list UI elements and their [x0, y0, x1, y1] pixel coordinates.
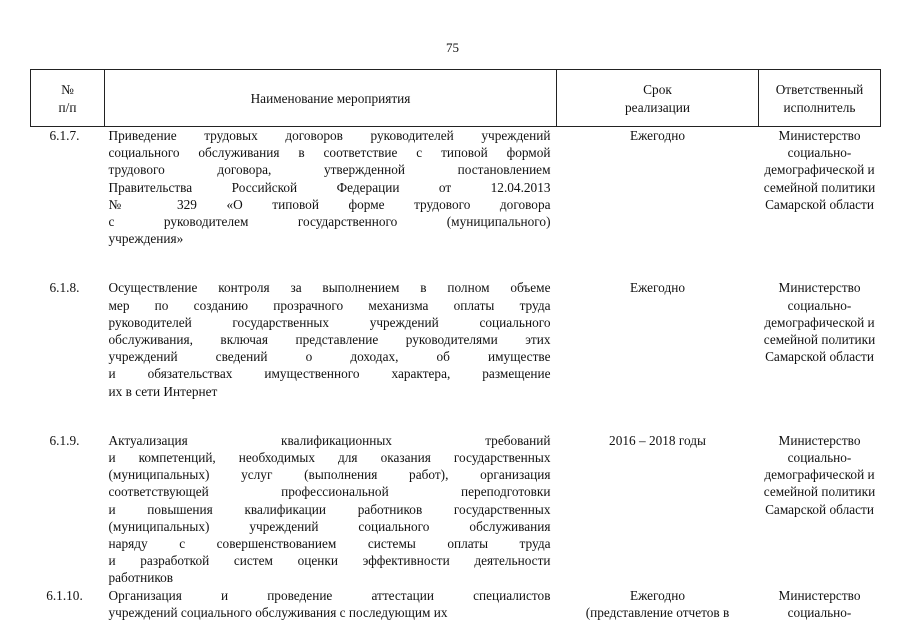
page-number: 75 [446, 40, 459, 55]
measure-name-line: соответствующей профессиональной переподготовки [108, 484, 551, 500]
table-header [31, 70, 881, 127]
measure-name-line: мер по созданию прозрачного механизма оплаты труда [108, 297, 551, 313]
measure-name-line: учреждений социального обслуживания с последующим их [108, 604, 448, 620]
measures-table [30, 69, 881, 621]
header-responsible [759, 70, 881, 127]
row-number: 6.1.8. [49, 280, 80, 296]
responsible-executor [759, 127, 881, 280]
measure-name-line: обслуживания, включая представление руководителями этих [108, 332, 551, 348]
measure-name [105, 279, 557, 431]
responsible-executor [759, 587, 881, 621]
responsible-executor [759, 279, 881, 431]
measure-name-line: трудового договора, утвержденной постановлением [108, 162, 551, 178]
header-name [105, 70, 557, 127]
implementation-term [557, 127, 759, 280]
measure-name-line: социального обслуживания в соответствие с типовой формой [108, 145, 551, 161]
measure-name-line: и повышения квалификации работников государственных [108, 501, 551, 517]
measure-name-line: работников [108, 570, 174, 586]
responsible-line: демографической и [764, 314, 875, 330]
header-term [557, 70, 759, 127]
responsible-line: Министерство [778, 280, 861, 296]
measure-name-line: Организация и проведение аттестации специалистов [108, 587, 551, 603]
measure-name-line: (муниципальных) учреждений социального обслуживания [108, 518, 551, 534]
header-number [31, 70, 105, 127]
responsible-line: социально- [787, 297, 852, 313]
row-number: 6.1.9. [49, 432, 80, 448]
implementation-term [557, 279, 759, 431]
implementation-term [557, 432, 759, 587]
measure-name-line: учреждений сведений о доходах, об имуществе [108, 349, 551, 365]
term-line: (представление отчетов в [585, 604, 730, 620]
measure-name-line: и обязательствах имущественного характера, размещение [108, 366, 551, 382]
measure-name-line: наряду с совершенствованием системы оплаты труда [108, 536, 551, 552]
responsible-line: Министерство [778, 432, 861, 448]
header-name-text: Наименование мероприятия [250, 90, 411, 106]
measure-name-line: Правительства Российской Федерации от 12.04.2013 [108, 179, 551, 195]
measure-name-line: с руководителем государственного (муниципального) [108, 214, 551, 230]
measure-name-line: и компетенций, необходимых для оказания государственных [108, 450, 551, 466]
responsible-line: демографической и [764, 467, 875, 483]
responsible-line: демографической и [764, 162, 875, 178]
header-number-text: № п/п [58, 82, 77, 115]
table-row [31, 432, 881, 587]
responsible-line: Самарской области [765, 196, 874, 212]
term-line: Ежегодно [630, 280, 685, 296]
responsible-line: социально- [787, 450, 852, 466]
measure-name-line: учреждения» [108, 231, 184, 247]
responsible-line: социально- [787, 604, 852, 620]
row-number: 6.1.10. [46, 587, 83, 603]
header-term-text: Срок реализации [625, 82, 690, 115]
implementation-term [557, 587, 759, 621]
measure-name-line: Осуществление контроля за выполнением в полном объеме [108, 280, 551, 296]
responsible-line: Самарской области [765, 501, 874, 517]
responsible-line: Министерство [778, 587, 861, 603]
table-body [31, 127, 881, 622]
measure-name [105, 127, 557, 280]
responsible-line: социально- [787, 145, 852, 161]
responsible-line: семейной политики [763, 179, 876, 195]
term-line: 2016 – 2018 годы [609, 432, 706, 448]
measure-name-line: Актуализация квалификационных требований [108, 432, 551, 448]
measure-name-line: № 329 «О типовой форме трудового договора [108, 196, 551, 212]
measure-name-line: руководителей государственных учреждений социального [108, 314, 551, 330]
responsible-line: Самарской области [765, 349, 874, 365]
table-row [31, 127, 881, 280]
responsible-executor [759, 432, 881, 587]
measure-name [105, 432, 557, 587]
header-responsible-text: Ответственный исполнитель [775, 82, 864, 115]
term-line: Ежегодно [630, 128, 685, 143]
measure-name-line: их в сети Интернет [108, 383, 218, 399]
measure-name-line: и разработкой систем оценки эффективности деятельности [108, 553, 551, 569]
table-row [31, 587, 881, 621]
measure-name-line: (муниципальных) услуг (выполнения работ), организация [108, 467, 551, 483]
responsible-line: Министерство [778, 128, 861, 143]
table-row [31, 279, 881, 431]
row-number: 6.1.7. [49, 128, 80, 143]
measure-name [105, 587, 557, 621]
responsible-line: семейной политики [763, 332, 876, 348]
term-line: Ежегодно [630, 587, 685, 603]
measure-name-line: Приведение трудовых договоров руководителей учреждений [108, 128, 551, 143]
responsible-line: семейной политики [763, 484, 876, 500]
